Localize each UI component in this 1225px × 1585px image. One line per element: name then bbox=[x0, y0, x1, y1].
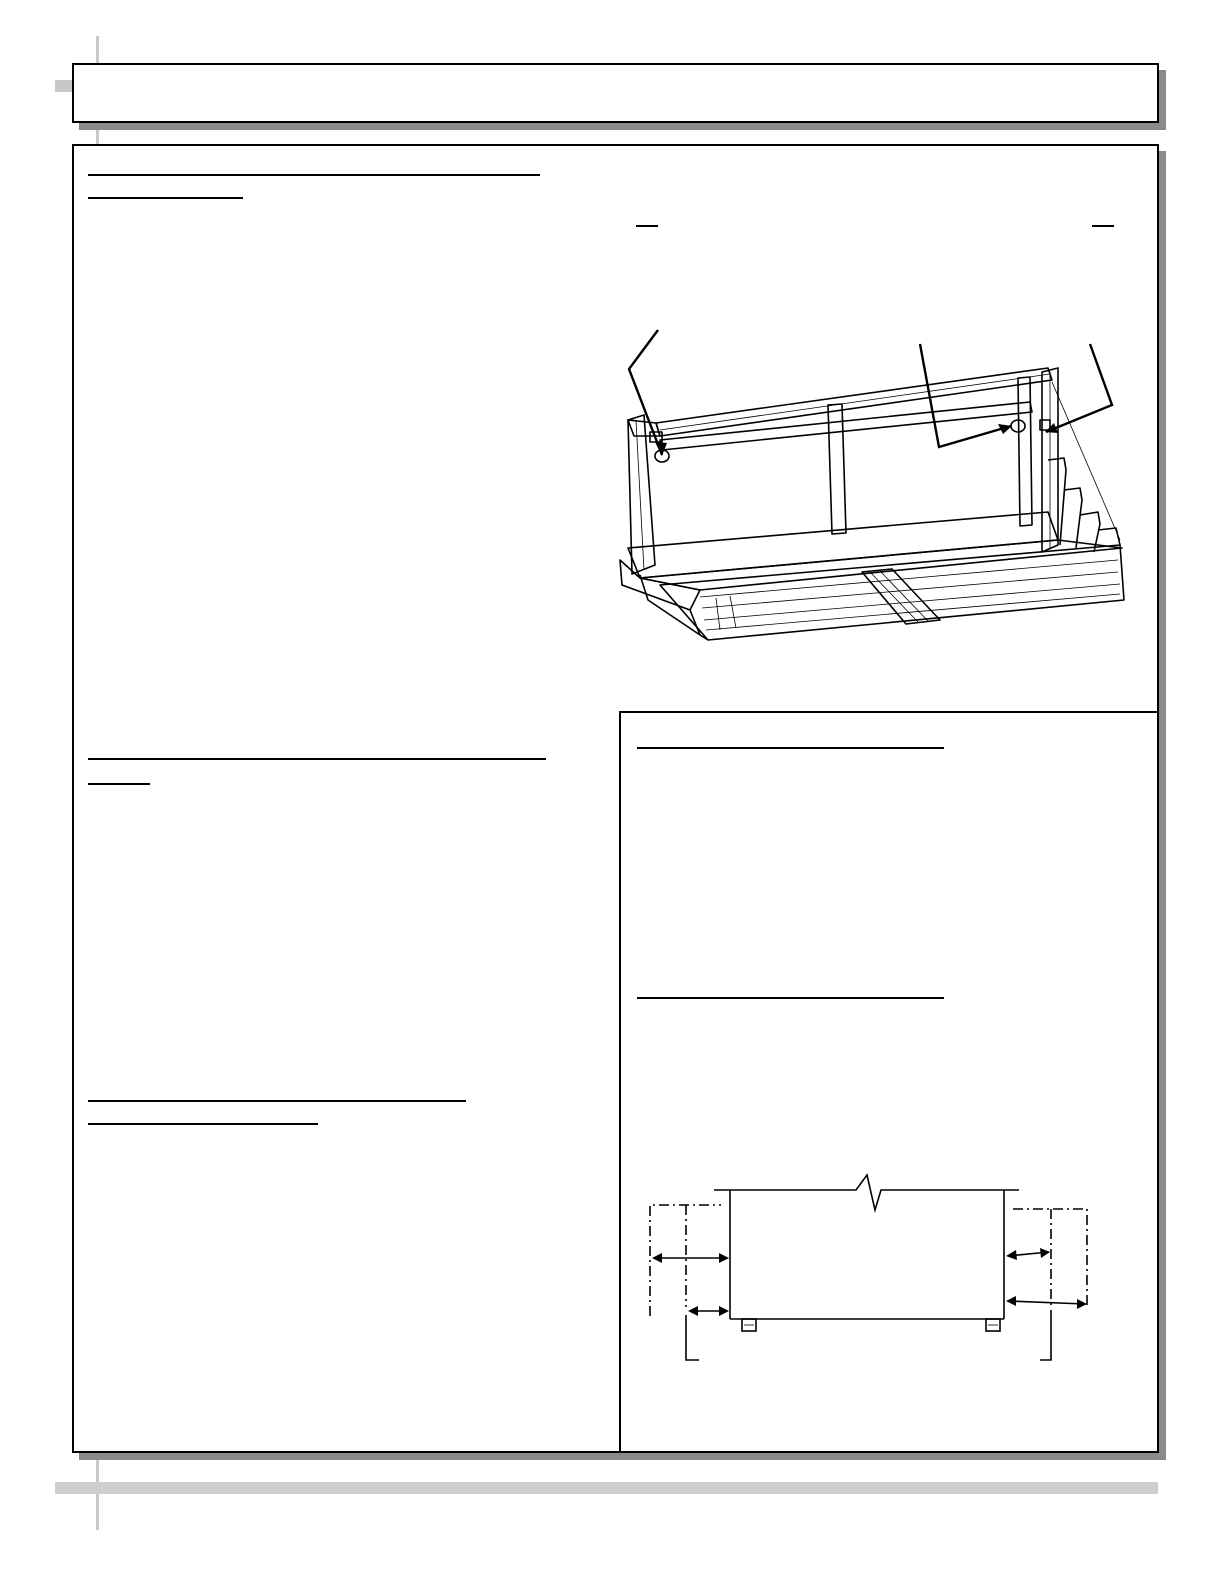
footer-bar bbox=[55, 1482, 1158, 1494]
clearance-diagram bbox=[650, 1175, 1087, 1360]
case-frame-figure bbox=[620, 368, 1124, 640]
